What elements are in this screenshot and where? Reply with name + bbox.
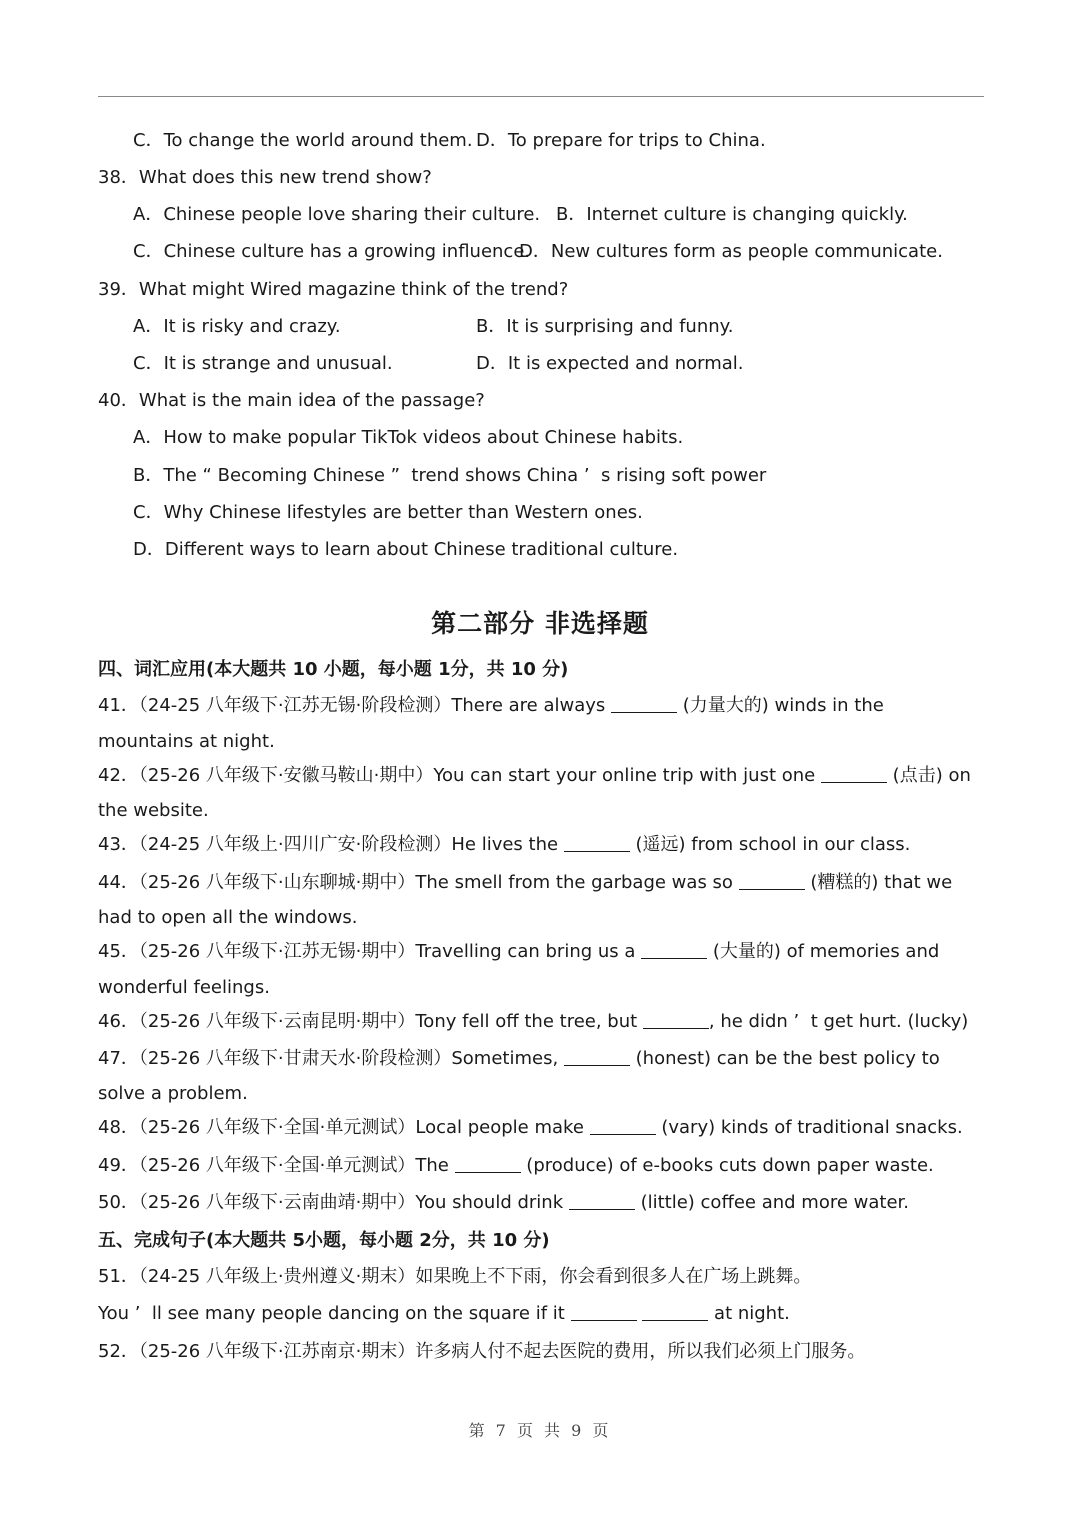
q37-option-c: C．To change the world around them. xyxy=(133,130,473,151)
q38-option-d: D．New cultures form as people communicate. xyxy=(519,241,943,262)
q49-line: 49．（25-26 八年级下·全国·单元测试）The (produce) of e-books cuts down paper waste. xyxy=(98,1155,934,1176)
answer-blank[interactable] xyxy=(571,1302,637,1321)
q38-stem: 38．What does this new trend show? xyxy=(98,167,432,188)
q37-option-d: D．To prepare for trips to China. xyxy=(476,130,766,151)
q40-option-b: B．The “ Becoming Chinese ” trend shows China ’ s rising soft power xyxy=(133,465,767,486)
q40-option-d: D．Different ways to learn about Chinese traditional culture. xyxy=(133,539,679,560)
q41-cont: mountains at night. xyxy=(98,731,275,752)
q39-stem: 39．What might Wired magazine think of the trend? xyxy=(98,279,569,300)
q39-option-b: B．It is surprising and funny. xyxy=(476,316,734,337)
q51-line: You ’ ll see many people dancing on the square if it at night. xyxy=(98,1303,790,1324)
q42-cont: the website. xyxy=(98,800,209,821)
q41-line: 41．（24-25 八年级下·江苏无锡·阶段检测）There are always (力量大的) winds in the xyxy=(98,695,884,716)
q52-stem: 52．（25-26 八年级下·江苏南京·期末）许多病人付不起去医院的费用，所以我们必须上门服务。 xyxy=(98,1341,866,1362)
q51-stem: 51．（24-25 八年级上·贵州遵义·期末）如果晚上不下雨，你会看到很多人在广场上跳舞。 xyxy=(98,1266,812,1287)
answer-blank[interactable] xyxy=(611,694,677,713)
answer-blank[interactable] xyxy=(564,833,630,852)
answer-blank[interactable] xyxy=(643,1010,709,1029)
q47-cont: solve a problem. xyxy=(98,1083,248,1104)
q50-line: 50．（25-26 八年级下·云南曲靖·期中）You should drink (little) coffee and more water. xyxy=(98,1192,910,1213)
q42-line: 42．（25-26 八年级下·安徽马鞍山·期中）You can start your online trip with just one (点击) on xyxy=(98,765,971,786)
q44-cont: had to open all the windows. xyxy=(98,907,358,928)
q39-option-a: A．It is risky and crazy. xyxy=(133,316,341,337)
q47-line: 47．（25-26 八年级下·甘肃天水·阶段检测）Sometimes, (honest) can be the best policy to xyxy=(98,1048,940,1069)
part-title: 第二部分 非选择题 xyxy=(431,609,649,638)
q40-option-c: C．Why Chinese lifestyles are better than Western ones. xyxy=(133,502,643,523)
page-number-footer: 第 7 页 共 9 页 xyxy=(468,1421,612,1440)
answer-blank[interactable] xyxy=(642,1302,708,1321)
q40-option-a: A．How to make popular TikTok videos about Chinese habits. xyxy=(133,427,684,448)
answer-blank[interactable] xyxy=(455,1154,521,1173)
q45-line: 45．（25-26 八年级下·江苏无锡·期中）Travelling can bring us a (大量的) of memories and xyxy=(98,941,940,962)
q38-option-c: C．Chinese culture has a growing influence. xyxy=(133,241,531,262)
header-rule xyxy=(98,96,984,97)
q38-option-b: B．Internet culture is changing quickly. xyxy=(556,204,908,225)
section5-heading: 五、完成句子(本大题共 5小题，每小题 2分，共 10 分) xyxy=(98,1230,550,1251)
answer-blank[interactable] xyxy=(739,871,805,890)
q44-line: 44．（25-26 八年级下·山东聊城·期中）The smell from the garbage was so (糟糕的) that we xyxy=(98,872,953,893)
q45-cont: wonderful feelings. xyxy=(98,977,270,998)
q40-stem: 40．What is the main idea of the passage? xyxy=(98,390,485,411)
section4-heading: 四、词汇应用(本大题共 10 小题，每小题 1分，共 10 分) xyxy=(98,659,569,680)
q48-line: 48．（25-26 八年级下·全国·单元测试）Local people make (vary) kinds of traditional snacks. xyxy=(98,1117,963,1138)
answer-blank[interactable] xyxy=(641,940,707,959)
q39-option-d: D．It is expected and normal. xyxy=(476,353,744,374)
q38-option-a: A．Chinese people love sharing their culture. xyxy=(133,204,541,225)
q39-option-c: C．It is strange and unusual. xyxy=(133,353,393,374)
answer-blank[interactable] xyxy=(564,1047,630,1066)
answer-blank[interactable] xyxy=(821,764,887,783)
answer-blank[interactable] xyxy=(569,1191,635,1210)
q43-line: 43．（24-25 八年级上·四川广安·阶段检测）He lives the (遥远) from school in our class. xyxy=(98,834,911,855)
answer-blank[interactable] xyxy=(590,1116,656,1135)
q46-line: 46．（25-26 八年级下·云南昆明·期中）Tony fell off the tree, but , he didn ’ t get hurt. (lucky) xyxy=(98,1011,969,1032)
